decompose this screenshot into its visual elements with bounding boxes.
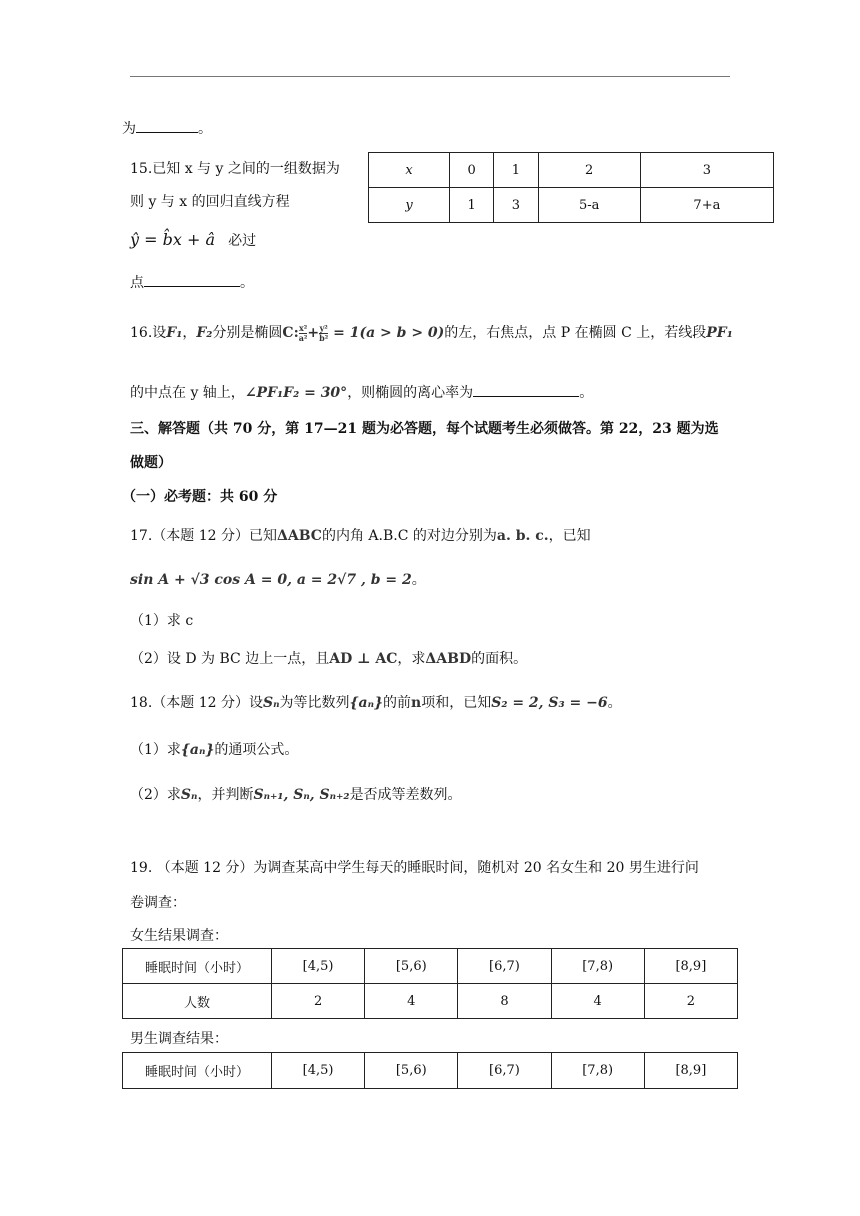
q16-line2 [130, 382, 593, 402]
top-line-text: 为 [122, 121, 136, 137]
boys-sleep-table [122, 1052, 738, 1089]
table-cell: 0 [450, 153, 494, 188]
q18-given: S₂ = 2, S₃ = −6 [491, 695, 608, 711]
table-row [369, 188, 774, 223]
pf1-symbol: PF₁ [706, 325, 733, 341]
girls-label: 女生结果调查： [130, 928, 228, 944]
table-cell: 2 [272, 984, 365, 1019]
table-cell: [6,7) [458, 1053, 551, 1089]
q17-text: 。 [411, 572, 426, 588]
triangle-abd: ΔABD [425, 651, 472, 667]
q19-line2: 卷调查： [130, 895, 186, 911]
table-cell: 睡眠时间（小时） [123, 1053, 272, 1089]
table-cell: x [369, 153, 450, 188]
regression-formula: ŷ = b̂x + â [130, 230, 215, 249]
table-cell: 睡眠时间（小时） [123, 949, 272, 984]
perp-expression: AD ⊥ AC [329, 651, 398, 667]
q17-part1: （1）求 c [130, 613, 194, 629]
table-cell: 8 [458, 984, 551, 1019]
q16-text: 的左，右焦点，点 P 在椭圆 C 上，若线段 [444, 325, 707, 341]
q18-text: 的通项公式。 [214, 742, 299, 758]
table-cell: [8,9] [644, 1053, 737, 1089]
ellipse-equation: C: $\frac{\text{x²}}{\text{a²}}$ + $\frac{\text{y²}}{\text{b²}}$ = 1(a > b > 0) [282, 322, 445, 343]
top-line-end: 。 [198, 121, 212, 137]
f1-symbol: F₁ [166, 325, 183, 341]
q19-line1: 19. （本题 12 分）为调查某高中学生每天的睡眠时间，随机对 20 名女生和 20 男生进行问 [130, 860, 699, 876]
table-cell: 3 [640, 153, 773, 188]
fraction [299, 324, 308, 343]
table-cell: y [369, 188, 450, 223]
table-cell: 1 [450, 188, 494, 223]
frac-num: x² [298, 322, 308, 333]
boys-label: 男生调查结果： [130, 1031, 228, 1047]
q18-text: 是否成等差数列。 [349, 787, 462, 803]
q16-text: 的中点在 y 轴上， [130, 385, 245, 401]
q16-text: 16.设 [130, 325, 167, 341]
an-sequence: {aₙ} [180, 742, 215, 758]
q17-text: ，求 [397, 651, 426, 667]
q15-line4-end: 。 [240, 275, 254, 291]
table-cell: 3 [494, 188, 538, 223]
q17-text: 的内角 A.B.C 的对边分别为 [321, 528, 497, 544]
table-cell: 人数 [123, 984, 272, 1019]
f2-symbol: F₂ [196, 325, 213, 341]
q18-text: 项和，已知 [421, 695, 492, 711]
q15-formula-suffix: 必过 [228, 233, 257, 249]
table-cell: [8,9] [644, 949, 737, 984]
q17-part2 [130, 648, 527, 668]
q17-condition: sin A + √3 cos A = 0, a = 2√7 , b = 2 [130, 572, 412, 588]
angle-expression: ∠PF₁F₂ = 30° [244, 385, 348, 401]
table-cell: [6,7) [458, 949, 551, 984]
q18-text: 的前 [383, 695, 412, 711]
answer-blank [473, 396, 579, 397]
table-cell: [4,5) [272, 1053, 365, 1089]
q17-text: （2）设 D 为 BC 边上一点，且 [130, 651, 330, 667]
table-cell: 7+a [640, 188, 773, 223]
table-row [369, 153, 774, 188]
frac-num: y² [319, 322, 328, 333]
q15-formula-line [130, 230, 256, 250]
answer-blank [144, 286, 240, 287]
q18-line1 [130, 692, 622, 712]
table-row [123, 984, 738, 1019]
q16-text: 。 [579, 385, 594, 401]
q17-text: 的面积。 [471, 651, 528, 667]
q18-text: （1）求 [130, 742, 181, 758]
an-sequence: {aₙ} [349, 695, 384, 711]
q18-text: 。 [607, 695, 622, 711]
q18-text: 为等比数列 [279, 695, 350, 711]
q16-line1 [130, 322, 733, 343]
q18-text: 18.（本题 12 分）设 [130, 695, 263, 711]
section3-title-line2: 做题） [130, 455, 172, 471]
header-rule [130, 76, 730, 77]
n-symbol: n [411, 695, 422, 711]
q17-condition-line [130, 569, 426, 589]
table-cell: [4,5) [272, 949, 365, 984]
q16-text: ， [182, 325, 197, 341]
q15-data-table [368, 152, 774, 223]
section3-sub: （一）必考题：共 60 分 [122, 489, 278, 505]
top-line [122, 118, 212, 138]
answer-blank [136, 132, 198, 133]
table-cell: [7,8) [551, 1053, 644, 1089]
table-cell: 2 [644, 984, 737, 1019]
table-cell: [5,6) [365, 1053, 458, 1089]
q17-text: ，已知 [548, 528, 591, 544]
sn-symbol: Sₙ [262, 695, 280, 711]
girls-sleep-table [122, 948, 738, 1019]
table-cell: 4 [551, 984, 644, 1019]
q15-line4 [130, 272, 254, 292]
q18-part2 [130, 784, 462, 804]
table-cell: 5-a [538, 188, 640, 223]
sn-terms: Sₙ₊₁, Sₙ, Sₙ₊₂ [253, 787, 350, 803]
q17-line1 [130, 525, 591, 545]
sides-abc: a. b. c. [496, 528, 549, 544]
q15-line2: 则 y 与 x 的回归直线方程 [130, 194, 290, 210]
section3-title-line1: 三、解答题（共 70 分，第 17—21 题为必答题，每个试题考生必须做答。第 22，23 题为选 [130, 421, 719, 437]
ellipse-rest: = 1(a > b > 0) [328, 325, 445, 341]
q16-text: 分别是椭圆 [212, 325, 283, 341]
triangle-abc: ΔABC [276, 528, 322, 544]
table-cell: 1 [494, 153, 538, 188]
q15-line1: 15.已知 x 与 y 之间的一组数据为 [130, 161, 340, 177]
frac-den: a² [298, 332, 308, 343]
table-cell: 2 [538, 153, 640, 188]
q18-text: ，并判断 [197, 787, 254, 803]
table-cell: [5,6) [365, 949, 458, 984]
q15-line4-text: 点 [130, 275, 144, 291]
q18-part1 [130, 739, 298, 759]
ellipse-label: C: [282, 325, 299, 341]
q17-text: 17.（本题 12 分）已知 [130, 528, 277, 544]
q16-text: ，则椭圆的离心率为 [347, 385, 474, 401]
q18-text: （2）求 [130, 787, 181, 803]
table-row [123, 1053, 738, 1089]
table-cell: [7,8) [551, 949, 644, 984]
frac-den: b² [319, 332, 329, 343]
table-row [123, 949, 738, 984]
fraction [319, 324, 328, 343]
sn-symbol: Sₙ [180, 787, 198, 803]
table-cell: 4 [365, 984, 458, 1019]
